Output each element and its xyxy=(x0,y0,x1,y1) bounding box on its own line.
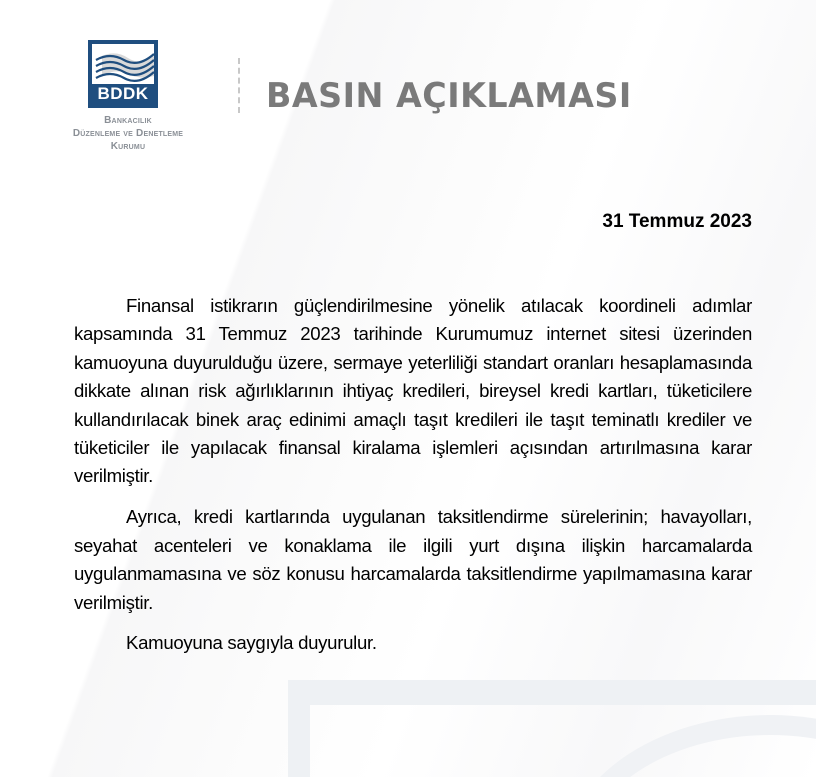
bddk-logo xyxy=(44,40,212,160)
closing-line: Kamuoyuna saygıyla duyurulur. xyxy=(126,632,377,654)
logo-name-line: Düzenleme ve Denetleme xyxy=(72,128,184,139)
logo-abbreviation: BDDK xyxy=(92,84,154,104)
logo-emblem xyxy=(88,40,158,108)
logo-name-line: Bankacılık xyxy=(104,115,152,126)
logo-name-line: Kurumu xyxy=(110,141,146,152)
body-paragraph: Finansal istikrarın güçlendirilmesine yönelik atılacak koordineli adımlar kapsamında 31 Temmuz 2023 tarihinde Kurumumuz internet sitesi üzerinden kamuoyuna duyurulduğu üzere, sermaye yeterliliği standart oranları hesaplamasında dikkate alınan risk ağırlıklarının ihtiyaç kredileri, bireysel kredi kartları, tüketicilere kullandırılacak binek araç edinimi amaçlı taşıt kredileri ile taşıt teminatlı krediler ve tüketiciler ile yapılacak finansal kiralama işlemleri açısından artırılmasına karar verilmiştir. xyxy=(74,295,752,487)
release-date: 31 Temmuz 2023 xyxy=(602,211,752,232)
header-divider xyxy=(238,58,240,113)
logo-institution-name xyxy=(44,114,212,153)
waves-icon xyxy=(94,46,156,86)
body-paragraph: Ayrıca, kredi kartlarında uygulanan taksitlendirme sürelerinin; havayolları, seyahat acenteleri ve konaklama ile ilgili yurt dışına ilişkin harcamalarda uygulanmamasına ve söz konusu harcamalarda taksitlendirme yapılmamasına karar verilmiştir. xyxy=(74,506,752,613)
press-release-body xyxy=(74,292,752,670)
page-title: BASIN AÇIKLAMASI xyxy=(266,76,632,116)
